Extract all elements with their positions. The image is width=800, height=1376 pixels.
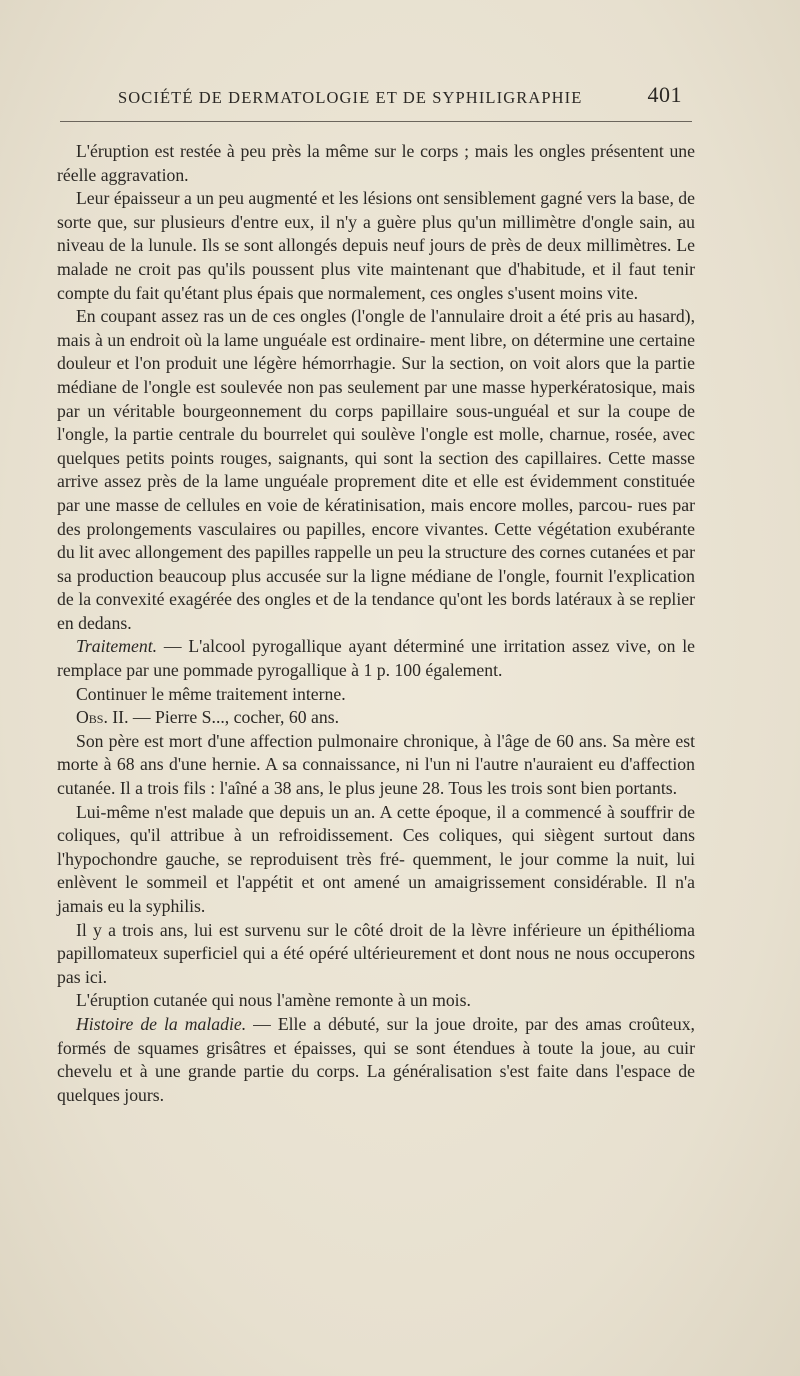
paragraph-text: L'éruption cutanée qui nous l'amène remonte à un mois. (76, 990, 471, 1011)
paragraph-text: — Elle a débuté, sur la joue droite, par des amas croûteux, formés de squames grisâtres et épaisses, qui se sont étendues à toute la joue, au cuir chevelu et à une grande partie du corps. La généralisation s'est faite dans l'espace de quelques jours. (57, 1013, 695, 1105)
section-lead: Histoire de la maladie. (76, 1013, 247, 1034)
paragraph-text: — Pierre S..., cocher, 60 ans. (128, 707, 340, 728)
paragraph-text: Il y a trois ans, lui est survenu sur le côté droit de la lèvre inférieure un épithélioma papillomateux superficiel qui a été opéré ultérieurement et dont nous ne nous occuperons pas ici. (57, 919, 695, 987)
paragraph-text: Lui-même n'est malade que depuis un an. A cette époque, il a commencé à souffrir de coliques, qu'il attribue à un refroidissement. Ces coliques, qui siègent surtout dans l'hypochondre gauche, se reproduisent très fré- quemment, le jour comme la nuit, lui enlèvent le sommeil et l'appétit et ont amené un amaigrissement considérable. Il n'a jamais eu la syphilis. (57, 801, 695, 916)
paragraph (57, 706, 695, 730)
paragraph (57, 187, 695, 305)
paragraph-text: Continuer le même traitement interne. (76, 683, 346, 704)
paragraph-text: Son père est mort d'une affection pulmonaire chronique, à l'âge de 60 ans. Sa mère est morte à 68 ans d'une hernie. A sa connaissance, ni l'un ni l'autre n'auraient eu d'affection cutanée. Il a trois fils : l'aîné a 38 ans, le plus jeune 28. Tous les trois sont bien portants. (57, 730, 695, 799)
paragraph (57, 140, 695, 187)
paragraph (57, 730, 695, 801)
observation-lead: Obs. II. (76, 707, 129, 728)
paragraph (57, 683, 695, 707)
paragraph (57, 989, 695, 1013)
page-header (60, 82, 692, 112)
paragraph-text: L'éruption est restée à peu près la même sur le corps ; mais les ongles présentent une réelle aggravation. (57, 141, 695, 185)
paragraph (57, 801, 695, 919)
body-text (57, 140, 695, 1107)
section-lead: Traitement. (76, 636, 158, 657)
paragraph-text: — L'alcool pyrogallique ayant déterminé une irritation assez vive, on le remplace par une pommade pyrogallique à 1 p. 100 également. (57, 636, 695, 681)
paragraph (57, 919, 695, 990)
paragraph (57, 305, 695, 635)
paragraph (57, 1013, 695, 1107)
paragraph-text: Leur épaisseur a un peu augmenté et les lésions ont sensiblement gagné vers la base, de sorte que, sur plusieurs d'entre eux, il n'y a guère plus qu'un millimètre d'ongle sain, au niveau de la lunule. Ils se sont allongés depuis neuf jours de près de deux millimètres. Le malade ne croit pas qu'ils poussent plus vite maintenant que d'habitude, et il faut tenir compte du fait qu'étant plus épais que normalement, ces ongles s'usent moins vite. (57, 188, 695, 303)
header-rule (60, 121, 692, 122)
running-head: SOCIÉTÉ DE DERMATOLOGIE ET DE SYPHILIGRAPHIE (118, 88, 583, 107)
paragraph-text: En coupant assez ras un de ces ongles (l'ongle de l'annulaire droit a été pris au hasard), mais à un endroit où la lame unguéale est ordinaire- ment libre, on détermine une certaine douleur et l'on produit une légère hémorrhagie. Sur la section, on voit alors que la partie médiane de l'ongle est soulevée non pas seulement par une masse hyperkératosique, mais par un véritable bourgeonnement du corps papillaire sous-unguéal et sur la coupe de l'ongle, la partie centrale du bourrelet qui soulève l'ongle est molle, charnue, rosée, avec quelques petits points rouges, saignants, qui sont la section des capillaires. Cette masse arrive assez près de la lame unguéale proprement dite et elle est évidemment constituée par une masse de cellules en voie de kératinisation, mais encore molles, parcou- rues par des prolongements vasculaires ou papilles, encore vivantes. Cette végétation exubérante du lit avec allongement des papilles rappelle un peu la structure des cornes cutanées et par sa production beaucoup plus accusée sur la ligne médiane de l'ongle, fournit l'explication de la convexité exagérée des ongles et de la tendance qu'ont les bords latéraux à se replier en dedans. (57, 306, 695, 633)
paragraph (57, 635, 695, 682)
page-number: 401 (647, 82, 682, 107)
